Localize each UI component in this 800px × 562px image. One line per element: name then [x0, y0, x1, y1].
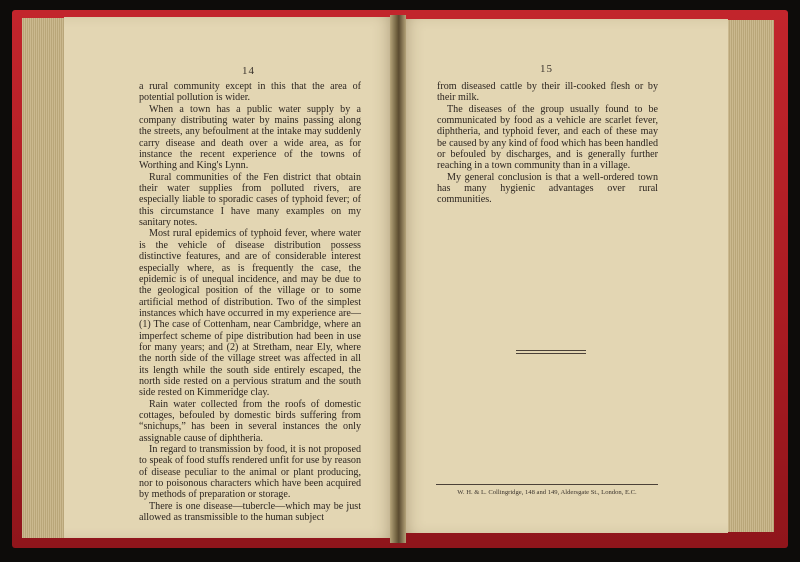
paragraph: Most rural epidemics of typhoid fever, where water is the vehicle of disease distribution possess distinctive features, and are of considerable interest especially where, as is frequently the case, the epidemic is of unequal incidence, and may be due to the geological position of the village or to some artificial method of distribution. Two of the simplest instances which have occurred in my experience are—(1) The case of Cottenham, near Cambridge, where an imperfect scheme of pipe distribution had been in use for many years; and (2) at Stretham, near Ely, where the north side of the village street was affected in all its length while the south side entirely escaped, the north side rested on a pervious stratum and the south side rested on Kimmeridge clay.: [139, 228, 361, 399]
book-gutter: [390, 15, 406, 543]
paragraph: The diseases of the group usually found to be communicated by food as a vehicle are scarlet fever, diphtheria, and typhoid fever, and each of these may be caused by any kind of food which has been handled or befouled by discharges, and is generally further reaching in a town community than in a village.: [437, 103, 658, 172]
paragraph: My general conclusion is that a well-ordered town has many hygienic advantages over rural communities.: [437, 171, 658, 206]
paragraph: In regard to transmission by food, it is not proposed to speak of food stuffs rendered unfit for use by reason of disease peculiar to the animal or plant producing, nor to poisonous characters which have been acquired by methods of preparation or storage.: [139, 444, 361, 501]
paragraph: Rain water collected from the roofs of domestic cottages, befouled by domestic birds suffering from “snichups,” has been in several instances the only assignable cause of diphtheria.: [139, 398, 361, 444]
printer-imprint: W. H. & L. Collingridge, 148 and 149, Aldersgate St., London, E.C.: [457, 489, 637, 496]
paragraph: a rural community except in this that the area of potential pollution is wider.: [139, 81, 361, 104]
right-page-number: 15: [540, 63, 553, 75]
left-page-text: [139, 81, 361, 523]
page-edges-right: [722, 20, 774, 532]
section-rule: [516, 350, 586, 351]
paragraph: Rural communities of the Fen district that obtain their water supplies from polluted rivers, are especially liable to sporadic cases of typhoid fever; of this circumstance I have many examples on my sanitary notes.: [139, 171, 361, 229]
paragraph: from diseased cattle by their ill-cooked flesh or by their milk.: [437, 81, 658, 104]
imprint-divider: [436, 484, 658, 485]
section-rule: [516, 353, 586, 354]
right-page-text: [437, 81, 658, 206]
left-page-number: 14: [242, 65, 255, 77]
paragraph: When a town has a public water supply by a company distributing water by mains passing along the streets, any befoulment at the intake may suddenly carry disease and death over a wide area, as for instance the recent experience of the towns of Worthing and King's Lynn.: [139, 103, 361, 172]
paragraph: There is one disease—tubercle—which may be just allowed as transmissible to the human subject: [139, 500, 361, 524]
